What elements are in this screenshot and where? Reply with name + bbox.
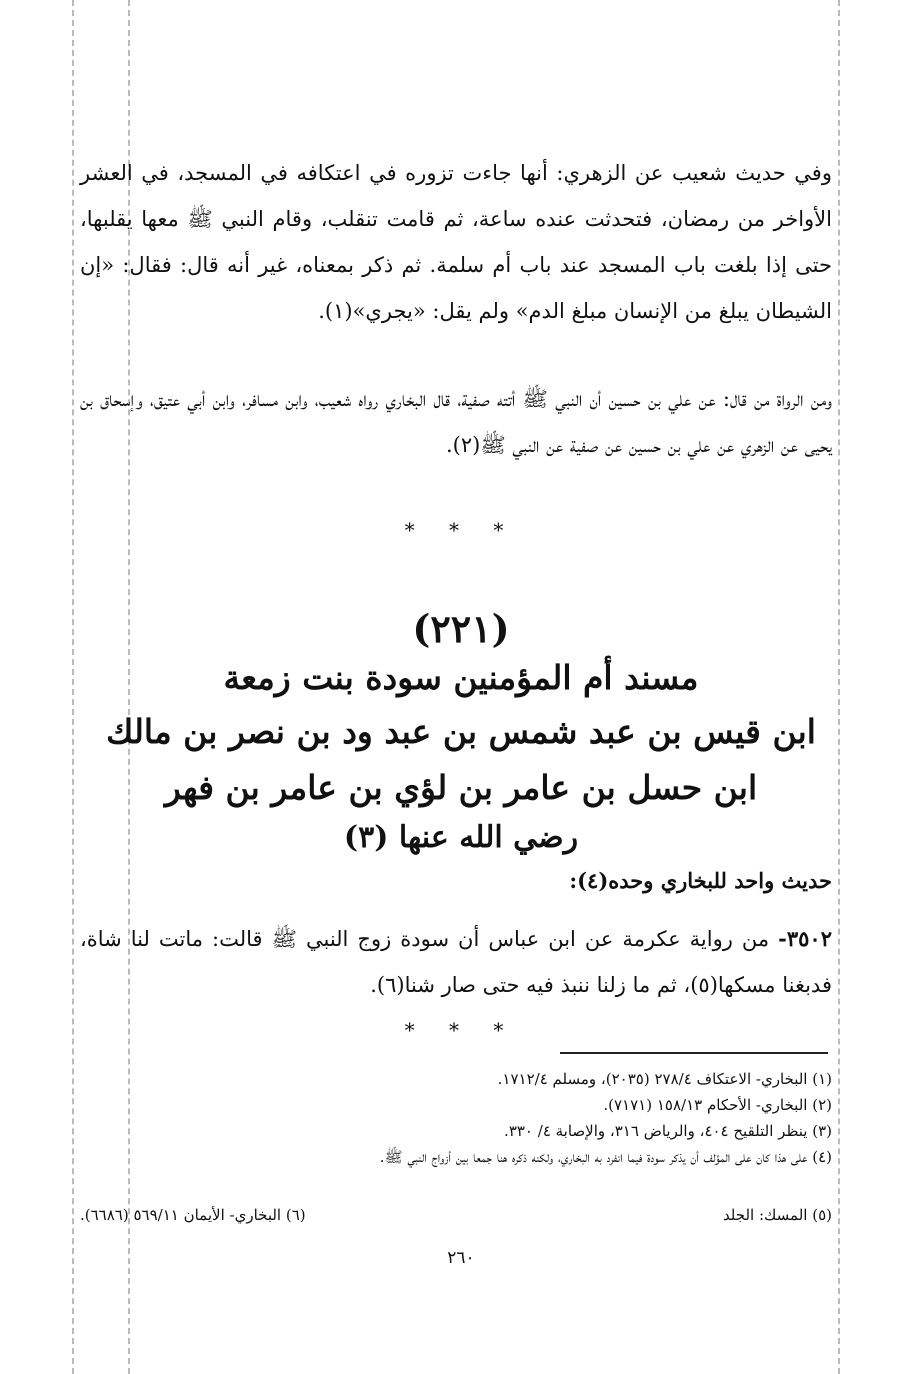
separator-stars-2: * * *: [404, 1018, 518, 1042]
section-title-line-3: ابن حسل بن عامر بن لؤي بن عامر بن فهر: [164, 768, 758, 807]
hadith-number: ٣٥٠٢-: [778, 926, 832, 951]
second-paragraph-text: ومن الرواة من قال: عن علي بن حسين أن النبي ﷺ أتته صفية، قال البخاري رواه شعيب، وابن مسافر، وابن أبي عتيق، وإسحاق بن يحيى عن الزهري عن علي بن حسين عن صفية عن النبي ﷺ(٢).: [80, 387, 832, 457]
footnote-1: (١) البخاري- الاعتكاف ٢٧٨/٤ (٢٠٣٥)، ومسلم ١٧١٢/٤.: [497, 1070, 832, 1088]
footnote-5: (٥) المسك: الجلد: [722, 1206, 832, 1224]
top-paragraph: [80, 150, 832, 334]
separator-stars: * * *: [404, 518, 518, 542]
page-number: ٢٦٠: [447, 1248, 475, 1268]
section-number: (٢٢١): [412, 606, 510, 651]
hadith-text: من رواية عكرمة عن ابن عباس أن سودة زوج النبي ﷺ قالت: ماتت لنا شاة، فدبغنا مسكها(٥)، ثم ما زلنا ننبذ فيه حتى صار شنا(٦).: [80, 927, 832, 997]
section-title-line-1: مسند أم المؤمنين سودة بنت زمعة: [223, 658, 699, 697]
hadith-paragraph: [80, 916, 832, 1008]
section-title-line-4: رضي الله عنها (٣): [343, 820, 579, 855]
second-paragraph: [80, 376, 832, 468]
footnote-4: (٤) على هذا كان على المؤلف أن يذكر سودة فيما انفرد به البخاري، ولكنه ذكره هنا جمعا بين أزواج النبي ﷺ.: [379, 1148, 832, 1166]
footnote-rule: [560, 1052, 828, 1054]
footnote-3: (٣) ينظر التلقيح ٤٠٤، والرياض ٣١٦، والإصابة ٤/ ٣٣٠.: [504, 1122, 832, 1140]
section-title-line-2: ابن قيس بن عبد شمس بن عبد ود بن نصر بن مالك: [106, 712, 816, 751]
footnote-6: (٦) البخاري- الأيمان ٥٦٩/١١ (٦٦٨٦).: [80, 1206, 306, 1224]
footnote-2: (٢) البخاري- الأحكام ١٥٨/١٣ (٧١٧١).: [603, 1096, 832, 1114]
subheading: حديث واحد للبخاري وحده(٤):: [569, 868, 832, 893]
footnote-row: [80, 1206, 832, 1224]
top-paragraph-text: وفي حديث شعيب عن الزهري: أنها جاءت تزوره في اعتكافه في المسجد، في العشر الأواخر من رمضان، فتحدثت عنده ساعة، ثم قامت تنقلب، وقام النبي ﷺ معها يقلبها، حتى إذا بلغت باب المسجد عند باب أم سلمة. ثم ذكر بمعناه، غير أنه قال: فقال: «إن الشيطان يبلغ من الإنسان مبلغ الدم» ولم يقل: «يجري»(١).: [80, 161, 832, 323]
hadith-body: [80, 916, 832, 1008]
